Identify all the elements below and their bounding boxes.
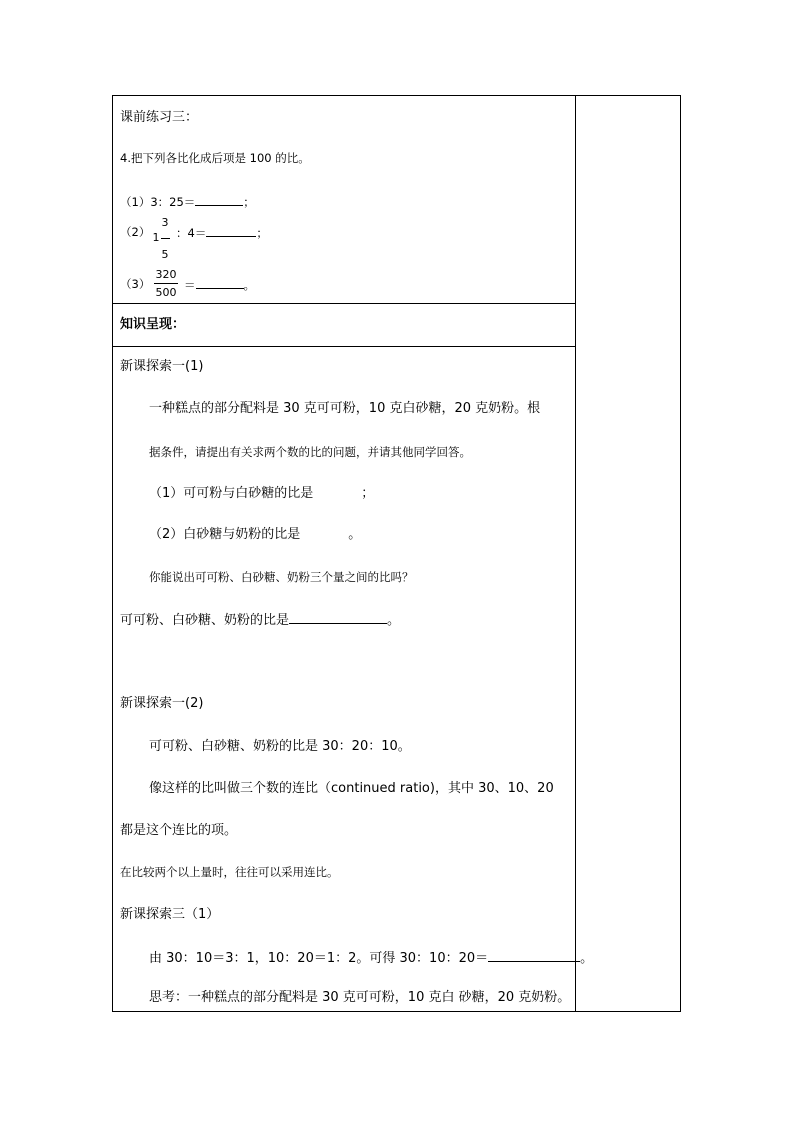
answer-blank[interactable] bbox=[289, 611, 387, 624]
preclass-q3 bbox=[184, 276, 255, 293]
q3-fraction-denominator: 500 bbox=[155, 286, 177, 299]
explore1a-para1: 一种糕点的部分配料是 30 克可可粉，10 克白砂糖，20 克奶粉。根 bbox=[149, 401, 541, 416]
preclass-q1-end: ； bbox=[243, 195, 255, 209]
explore1a-q2-text: （2）白砂糖与奶粉的比是 bbox=[149, 527, 301, 542]
preclass-q1 bbox=[120, 193, 255, 210]
q3-fraction-numerator: 320 bbox=[155, 268, 177, 281]
explore1b-line3: 都是这个连比的项。 bbox=[120, 823, 238, 838]
explore3-line1-text: 由 30：10＝3：1，10：20＝1：2。可得 30：10：20＝ bbox=[149, 951, 489, 966]
preclass-q3-end: 。 bbox=[243, 278, 255, 292]
explore3-line1-end: 。 bbox=[580, 951, 594, 966]
explore1b-heading: 新课探索一(2) bbox=[120, 696, 204, 711]
explore1b-line2: 像这样的比叫做三个数的连比（continued ratio)，其中 30、10、20 bbox=[149, 781, 554, 796]
knowledge-heading: 知识呈现： bbox=[120, 317, 186, 332]
explore3-heading: 新课探索三（1） bbox=[120, 907, 220, 922]
q2-fraction-bar bbox=[161, 238, 170, 239]
q3-fraction-bar bbox=[154, 283, 178, 284]
explore3-line1 bbox=[149, 949, 593, 967]
preclass-q2-rest: ：4＝ bbox=[176, 226, 207, 240]
answer-blank[interactable] bbox=[196, 276, 244, 289]
explore1a-heading: 新课探索一(1) bbox=[120, 359, 204, 374]
answer-blank[interactable] bbox=[488, 949, 580, 962]
preclass-q3-rest: ＝ bbox=[184, 278, 196, 292]
answer-blank[interactable] bbox=[195, 193, 243, 206]
explore1a-q1 bbox=[149, 486, 374, 502]
explore3-line2: 思考：一种糕点的部分配料是 30 克可可粉，10 克白 砂糖，20 克奶粉。 bbox=[149, 990, 571, 1005]
explore1a-answer-text: 可可粉、白砂糖、奶粉的比是 bbox=[120, 613, 290, 628]
column-divider bbox=[575, 96, 576, 1011]
explore1b-line4: 在比较两个以上量时，往往可以采用连比。 bbox=[120, 865, 339, 879]
explore1a-q2-end: 。 bbox=[348, 527, 362, 542]
preclass-task: 4.把下列各比化成后项是 100 的比。 bbox=[120, 151, 310, 165]
row-divider-1 bbox=[113, 303, 575, 304]
preclass-heading: 课前练习三： bbox=[120, 110, 199, 125]
explore1a-q2 bbox=[149, 527, 361, 543]
explore1b-line1: 可可粉、白砂糖、奶粉的比是 30：20：10。 bbox=[149, 739, 411, 754]
explore1a-prompt: 你能说出可可粉、白砂糖、奶粉三个量之间的比吗？ bbox=[149, 570, 414, 584]
explore1a-answer bbox=[120, 611, 400, 629]
preclass-q1-label: （1）3：25＝ bbox=[120, 195, 196, 209]
q2-fraction-numerator: 3 bbox=[161, 216, 169, 229]
preclass-q2-label: （2） bbox=[120, 225, 151, 239]
preclass-q3-label: （3） bbox=[120, 277, 151, 291]
row-divider-2 bbox=[113, 346, 575, 347]
q2-fraction-denominator: 5 bbox=[161, 248, 169, 261]
preclass-q2-end: ； bbox=[256, 226, 268, 240]
preclass-q2 bbox=[176, 224, 268, 241]
explore1a-q1-text: （1）可可粉与白砂糖的比是 bbox=[149, 486, 314, 501]
explore1a-q1-end: ； bbox=[361, 486, 375, 501]
explore1a-para2: 据条件，请提出有关求两个数的比的问题，并请其他同学回答。 bbox=[149, 445, 471, 459]
answer-blank[interactable] bbox=[206, 224, 256, 237]
explore1a-answer-end: 。 bbox=[387, 613, 401, 628]
q2-fraction-whole: 1 bbox=[152, 231, 160, 244]
